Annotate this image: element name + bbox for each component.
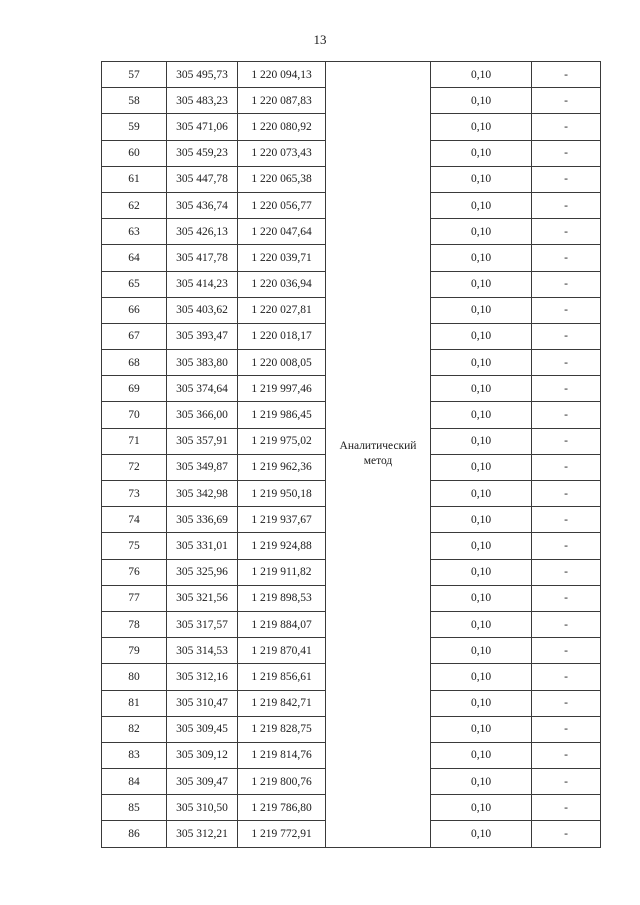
accuracy-cell: 0,10 — [431, 140, 532, 166]
accuracy-cell: 0,10 — [431, 716, 532, 742]
x-coordinate-cell: 305 310,47 — [167, 690, 238, 716]
description-cell: - — [532, 245, 601, 271]
x-coordinate-cell: 305 349,87 — [167, 454, 238, 480]
point-number-cell: 84 — [102, 769, 167, 795]
accuracy-cell: 0,10 — [431, 245, 532, 271]
x-coordinate-cell: 305 314,53 — [167, 638, 238, 664]
description-cell: - — [532, 323, 601, 349]
description-cell: - — [532, 638, 601, 664]
description-cell: - — [532, 297, 601, 323]
point-number-cell: 71 — [102, 428, 167, 454]
x-coordinate-cell: 305 309,47 — [167, 769, 238, 795]
accuracy-cell: 0,10 — [431, 428, 532, 454]
x-coordinate-cell: 305 342,98 — [167, 481, 238, 507]
x-coordinate-cell: 305 483,23 — [167, 88, 238, 114]
y-coordinate-cell: 1 219 884,07 — [238, 611, 326, 637]
point-number-cell: 70 — [102, 402, 167, 428]
description-cell: - — [532, 271, 601, 297]
accuracy-cell: 0,10 — [431, 611, 532, 637]
accuracy-cell: 0,10 — [431, 271, 532, 297]
x-coordinate-cell: 305 417,78 — [167, 245, 238, 271]
y-coordinate-cell: 1 219 986,45 — [238, 402, 326, 428]
description-cell: - — [532, 585, 601, 611]
x-coordinate-cell: 305 383,80 — [167, 350, 238, 376]
accuracy-cell: 0,10 — [431, 350, 532, 376]
accuracy-cell: 0,10 — [431, 742, 532, 768]
description-cell: - — [532, 88, 601, 114]
accuracy-cell: 0,10 — [431, 62, 532, 88]
description-cell: - — [532, 428, 601, 454]
description-cell: - — [532, 62, 601, 88]
x-coordinate-cell: 305 336,69 — [167, 507, 238, 533]
x-coordinate-cell: 305 309,12 — [167, 742, 238, 768]
y-coordinate-cell: 1 219 786,80 — [238, 795, 326, 821]
x-coordinate-cell: 305 393,47 — [167, 323, 238, 349]
x-coordinate-cell: 305 459,23 — [167, 140, 238, 166]
description-cell: - — [532, 192, 601, 218]
description-cell: - — [532, 769, 601, 795]
description-cell: - — [532, 690, 601, 716]
point-number-cell: 77 — [102, 585, 167, 611]
accuracy-cell: 0,10 — [431, 481, 532, 507]
x-coordinate-cell: 305 495,73 — [167, 62, 238, 88]
y-coordinate-cell: 1 220 039,71 — [238, 245, 326, 271]
point-number-cell: 78 — [102, 611, 167, 637]
description-cell: - — [532, 166, 601, 192]
x-coordinate-cell: 305 325,96 — [167, 559, 238, 585]
y-coordinate-cell: 1 220 036,94 — [238, 271, 326, 297]
accuracy-cell: 0,10 — [431, 297, 532, 323]
y-coordinate-cell: 1 219 950,18 — [238, 481, 326, 507]
x-coordinate-cell: 305 331,01 — [167, 533, 238, 559]
y-coordinate-cell: 1 220 094,13 — [238, 62, 326, 88]
y-coordinate-cell: 1 220 056,77 — [238, 192, 326, 218]
x-coordinate-cell: 305 312,21 — [167, 821, 238, 847]
y-coordinate-cell: 1 220 080,92 — [238, 114, 326, 140]
x-coordinate-cell: 305 447,78 — [167, 166, 238, 192]
y-coordinate-cell: 1 219 962,36 — [238, 454, 326, 480]
description-cell: - — [532, 454, 601, 480]
description-cell: - — [532, 742, 601, 768]
point-number-cell: 86 — [102, 821, 167, 847]
accuracy-cell: 0,10 — [431, 769, 532, 795]
point-number-cell: 85 — [102, 795, 167, 821]
accuracy-cell: 0,10 — [431, 166, 532, 192]
point-number-cell: 62 — [102, 192, 167, 218]
accuracy-cell: 0,10 — [431, 664, 532, 690]
accuracy-cell: 0,10 — [431, 219, 532, 245]
accuracy-cell: 0,10 — [431, 585, 532, 611]
description-cell: - — [532, 559, 601, 585]
accuracy-cell: 0,10 — [431, 638, 532, 664]
x-coordinate-cell: 305 366,00 — [167, 402, 238, 428]
y-coordinate-cell: 1 220 087,83 — [238, 88, 326, 114]
x-coordinate-cell: 305 426,13 — [167, 219, 238, 245]
y-coordinate-cell: 1 219 924,88 — [238, 533, 326, 559]
y-coordinate-cell: 1 219 997,46 — [238, 376, 326, 402]
description-cell: - — [532, 140, 601, 166]
accuracy-cell: 0,10 — [431, 454, 532, 480]
y-coordinate-cell: 1 219 814,76 — [238, 742, 326, 768]
point-number-cell: 68 — [102, 350, 167, 376]
accuracy-cell: 0,10 — [431, 323, 532, 349]
description-cell: - — [532, 821, 601, 847]
x-coordinate-cell: 305 317,57 — [167, 611, 238, 637]
x-coordinate-cell: 305 309,45 — [167, 716, 238, 742]
page-number: 13 — [313, 32, 327, 47]
point-number-cell: 69 — [102, 376, 167, 402]
accuracy-cell: 0,10 — [431, 533, 532, 559]
accuracy-cell: 0,10 — [431, 376, 532, 402]
y-coordinate-cell: 1 220 065,38 — [238, 166, 326, 192]
y-coordinate-cell: 1 219 856,61 — [238, 664, 326, 690]
point-number-cell: 60 — [102, 140, 167, 166]
x-coordinate-cell: 305 310,50 — [167, 795, 238, 821]
point-number-cell: 57 — [102, 62, 167, 88]
y-coordinate-cell: 1 219 911,82 — [238, 559, 326, 585]
x-coordinate-cell: 305 374,64 — [167, 376, 238, 402]
point-number-cell: 64 — [102, 245, 167, 271]
y-coordinate-cell: 1 219 842,71 — [238, 690, 326, 716]
accuracy-cell: 0,10 — [431, 559, 532, 585]
description-cell: - — [532, 402, 601, 428]
accuracy-cell: 0,10 — [431, 690, 532, 716]
point-number-cell: 79 — [102, 638, 167, 664]
y-coordinate-cell: 1 219 898,53 — [238, 585, 326, 611]
description-cell: - — [532, 376, 601, 402]
point-number-cell: 75 — [102, 533, 167, 559]
description-cell: - — [532, 507, 601, 533]
point-number-cell: 67 — [102, 323, 167, 349]
y-coordinate-cell: 1 220 027,81 — [238, 297, 326, 323]
point-number-cell: 83 — [102, 742, 167, 768]
y-coordinate-cell: 1 219 800,76 — [238, 769, 326, 795]
point-number-cell: 74 — [102, 507, 167, 533]
x-coordinate-cell: 305 321,56 — [167, 585, 238, 611]
method-cell: Аналитический метод — [326, 62, 431, 848]
point-number-cell: 59 — [102, 114, 167, 140]
point-number-cell: 81 — [102, 690, 167, 716]
description-cell: - — [532, 716, 601, 742]
point-number-cell: 72 — [102, 454, 167, 480]
description-cell: - — [532, 481, 601, 507]
coordinates-table-body — [102, 62, 601, 848]
accuracy-cell: 0,10 — [431, 507, 532, 533]
point-number-cell: 80 — [102, 664, 167, 690]
accuracy-cell: 0,10 — [431, 402, 532, 428]
point-number-cell: 61 — [102, 166, 167, 192]
x-coordinate-cell: 305 312,16 — [167, 664, 238, 690]
point-number-cell: 82 — [102, 716, 167, 742]
accuracy-cell: 0,10 — [431, 795, 532, 821]
description-cell: - — [532, 795, 601, 821]
point-number-cell: 66 — [102, 297, 167, 323]
x-coordinate-cell: 305 471,06 — [167, 114, 238, 140]
y-coordinate-cell: 1 219 870,41 — [238, 638, 326, 664]
y-coordinate-cell: 1 220 018,17 — [238, 323, 326, 349]
y-coordinate-cell: 1 220 073,43 — [238, 140, 326, 166]
point-number-cell: 76 — [102, 559, 167, 585]
y-coordinate-cell: 1 220 008,05 — [238, 350, 326, 376]
point-number-cell: 63 — [102, 219, 167, 245]
accuracy-cell: 0,10 — [431, 88, 532, 114]
x-coordinate-cell: 305 357,91 — [167, 428, 238, 454]
point-number-cell: 65 — [102, 271, 167, 297]
y-coordinate-cell: 1 220 047,64 — [238, 219, 326, 245]
y-coordinate-cell: 1 219 937,67 — [238, 507, 326, 533]
accuracy-cell: 0,10 — [431, 821, 532, 847]
table-row — [102, 62, 601, 88]
accuracy-cell: 0,10 — [431, 114, 532, 140]
description-cell: - — [532, 350, 601, 376]
coordinates-table — [101, 61, 601, 848]
point-number-cell: 58 — [102, 88, 167, 114]
y-coordinate-cell: 1 219 828,75 — [238, 716, 326, 742]
y-coordinate-cell: 1 219 975,02 — [238, 428, 326, 454]
description-cell: - — [532, 219, 601, 245]
description-cell: - — [532, 664, 601, 690]
description-cell: - — [532, 114, 601, 140]
y-coordinate-cell: 1 219 772,91 — [238, 821, 326, 847]
point-number-cell: 73 — [102, 481, 167, 507]
x-coordinate-cell: 305 414,23 — [167, 271, 238, 297]
accuracy-cell: 0,10 — [431, 192, 532, 218]
description-cell: - — [532, 533, 601, 559]
description-cell: - — [532, 611, 601, 637]
x-coordinate-cell: 305 436,74 — [167, 192, 238, 218]
x-coordinate-cell: 305 403,62 — [167, 297, 238, 323]
